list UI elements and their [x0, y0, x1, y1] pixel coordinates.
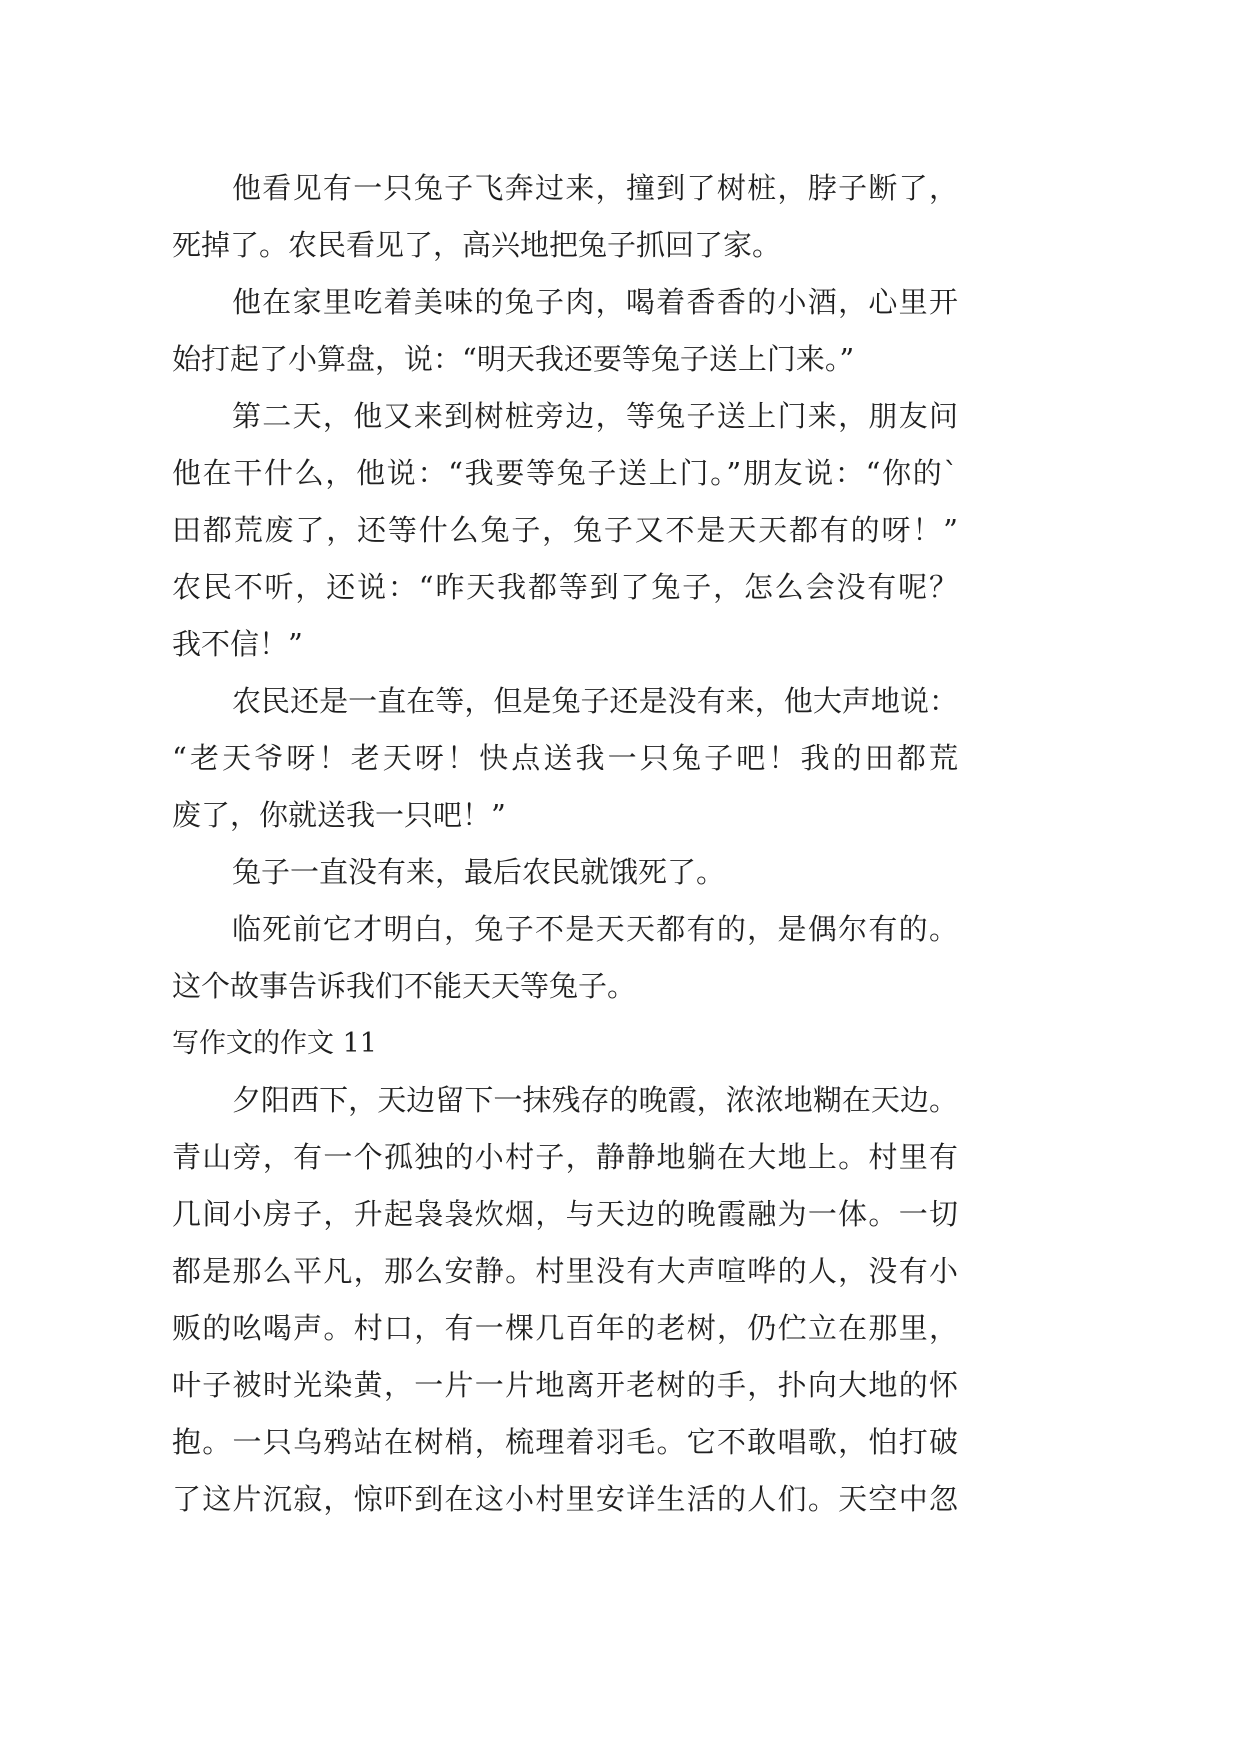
section-heading: 写作文的作文 11 [172, 1028, 377, 1059]
paragraph-line: 第二天，他又来到树桩旁边，等兔子送上门来，朋友问 [232, 399, 958, 433]
paragraph-line: 了这片沉寂，惊吓到在这小村里安详生活的人们。天空中忽 [172, 1482, 958, 1516]
paragraph [172, 901, 958, 1015]
paragraph [172, 160, 958, 274]
paragraph-line: 始打起了小算盘，说：“明天我还要等兔子送上门来。” [172, 342, 855, 376]
paragraph-line: 农民还是一直在等，但是兔子还是没有来，他大声地说： [232, 684, 958, 718]
paragraph [172, 388, 958, 673]
paragraph-line: 农民不听，还说：“昨天我都等到了兔子，怎么会没有呢？ [172, 570, 958, 604]
paragraph [172, 673, 958, 844]
paragraph-line: 贩的吆喝声。村口，有一棵几百年的老树，仍伫立在那里， [172, 1311, 958, 1345]
paragraph-line: 这个故事告诉我们不能天天等兔子。 [172, 969, 637, 1003]
paragraph [172, 844, 958, 901]
paragraph-line: 废了，你就送我一只吧！” [172, 798, 506, 832]
document-body [172, 160, 958, 1528]
paragraph-line: 死掉了。农民看见了，高兴地把兔子抓回了家。 [172, 228, 782, 262]
paragraph-line: 我不信！” [172, 627, 303, 661]
paragraph-line: 他在家里吃着美味的兔子肉，喝着香香的小酒，心里开 [232, 285, 958, 319]
paragraph-line: 青山旁，有一个孤独的小村子，静静地躺在大地上。村里有 [172, 1140, 958, 1174]
paragraph-line: 夕阳西下，天边留下一抹残存的晚霞，浓浓地糊在天边。 [232, 1083, 958, 1117]
paragraph-line: “老天爷呀！老天呀！快点送我一只兔子吧！我的田都荒 [172, 741, 958, 775]
paragraph-line: 叶子被时光染黄，一片一片地离开老树的手，扑向大地的怀 [172, 1368, 958, 1402]
paragraph-line: 兔子一直没有来，最后农民就饿死了。 [232, 855, 726, 889]
paragraph-line: 他在干什么，他说：“我要等兔子送上门。”朋友说：“你的` [172, 456, 958, 490]
paragraph [172, 274, 958, 388]
paragraph-line: 他看见有一只兔子飞奔过来，撞到了树桩，脖子断了， [232, 171, 958, 205]
paragraph-line: 田都荒废了，还等什么兔子，兔子又不是天天都有的呀！” [172, 513, 958, 547]
paragraph-line: 几间小房子，升起袅袅炊烟，与天边的晚霞融为一体。一切 [172, 1197, 958, 1231]
paragraph-line: 抱。一只乌鸦站在树梢，梳理着羽毛。它不敢唱歌，怕打破 [172, 1425, 958, 1459]
paragraph-line: 临死前它才明白，兔子不是天天都有的，是偶尔有的。 [232, 912, 958, 946]
paragraph [172, 1072, 958, 1528]
paragraph-line: 都是那么平凡，那么安静。村里没有大声喧哗的人，没有小 [172, 1254, 958, 1288]
